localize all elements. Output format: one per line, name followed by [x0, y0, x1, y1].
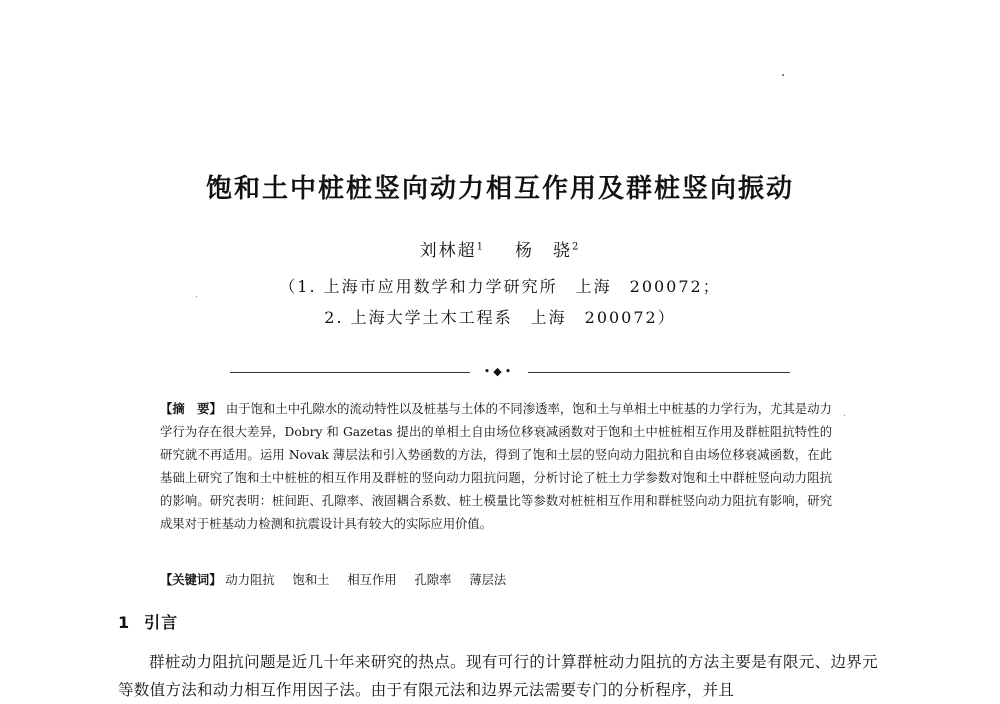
scan-speck	[196, 296, 197, 297]
author-1: 刘林超$^1$	[419, 241, 485, 261]
scan-speck	[782, 74, 784, 76]
keyword: 动力阻抗	[225, 573, 275, 587]
keywords	[160, 570, 832, 590]
keyword: 薄层法	[469, 573, 507, 587]
keywords-label: 【关键词】	[160, 573, 222, 587]
divider-left	[230, 372, 470, 373]
body-paragraph: 群桩动力阻抗问题是近几十年来研究的热点。现有可行的计算群桩动力阻抗的方法主要是有限元、边界元等数值方法和动力相互作用因子法。由于有限元法和边界元法需要专门的分析程序，并且	[118, 653, 878, 699]
affiliation-1: （1. 上海市应用数学和力学研究所 上海 200072；	[279, 277, 721, 296]
scan-speck	[844, 415, 845, 416]
section-title: 引言	[144, 613, 179, 632]
abstract-label: 【摘 要】	[160, 402, 222, 416]
author-2: 杨 骁$^2$	[515, 241, 581, 261]
section-number: 1	[118, 613, 131, 632]
abstract	[160, 398, 832, 536]
paper-title: 饱和土中桩桩竖向动力相互作用及群桩竖向振动	[205, 174, 794, 204]
author-line	[0, 236, 1000, 261]
section-heading	[118, 610, 178, 633]
divider-ornament: •◆•	[483, 365, 515, 378]
abstract-text: 由于饱和土中孔隙水的流动特性以及桩基与土体的不同渗透率，饱和土与单相土中桩基的力学行为，尤其是动力学行为存在很大差异，Dobry 和 Gazetas 提出的单相土自由场位移衰减函数对于饱和土中桩桩相互作用及群桩阻抗特性的研究就不再适用。运用 Novak 薄层法和引入势函数的方法，得到了饱和土层的竖向动力阻抗和自由场位移衰减函数，在此基础上研究了饱和土中桩桩的相互作用及群桩的竖向动力阻抗问题，分析讨论了桩土力学参数对饱和土中群桩竖向动力阻抗的影响。研究表明：桩间距、孔隙率、液固耦合系数、桩土模量比等参数对桩桩相互作用和群桩竖向动力阻抗有影响，研究成果对于桩基动力检测和抗震设计具有较大的实际应用价值。	[160, 402, 832, 531]
affiliation-2: 2. 上海大学土木工程系 上海 200072）	[324, 308, 676, 327]
keyword: 孔隙率	[414, 573, 452, 587]
keyword: 饱和土	[292, 573, 330, 587]
keyword: 相互作用	[347, 573, 397, 587]
divider-right	[528, 372, 790, 373]
